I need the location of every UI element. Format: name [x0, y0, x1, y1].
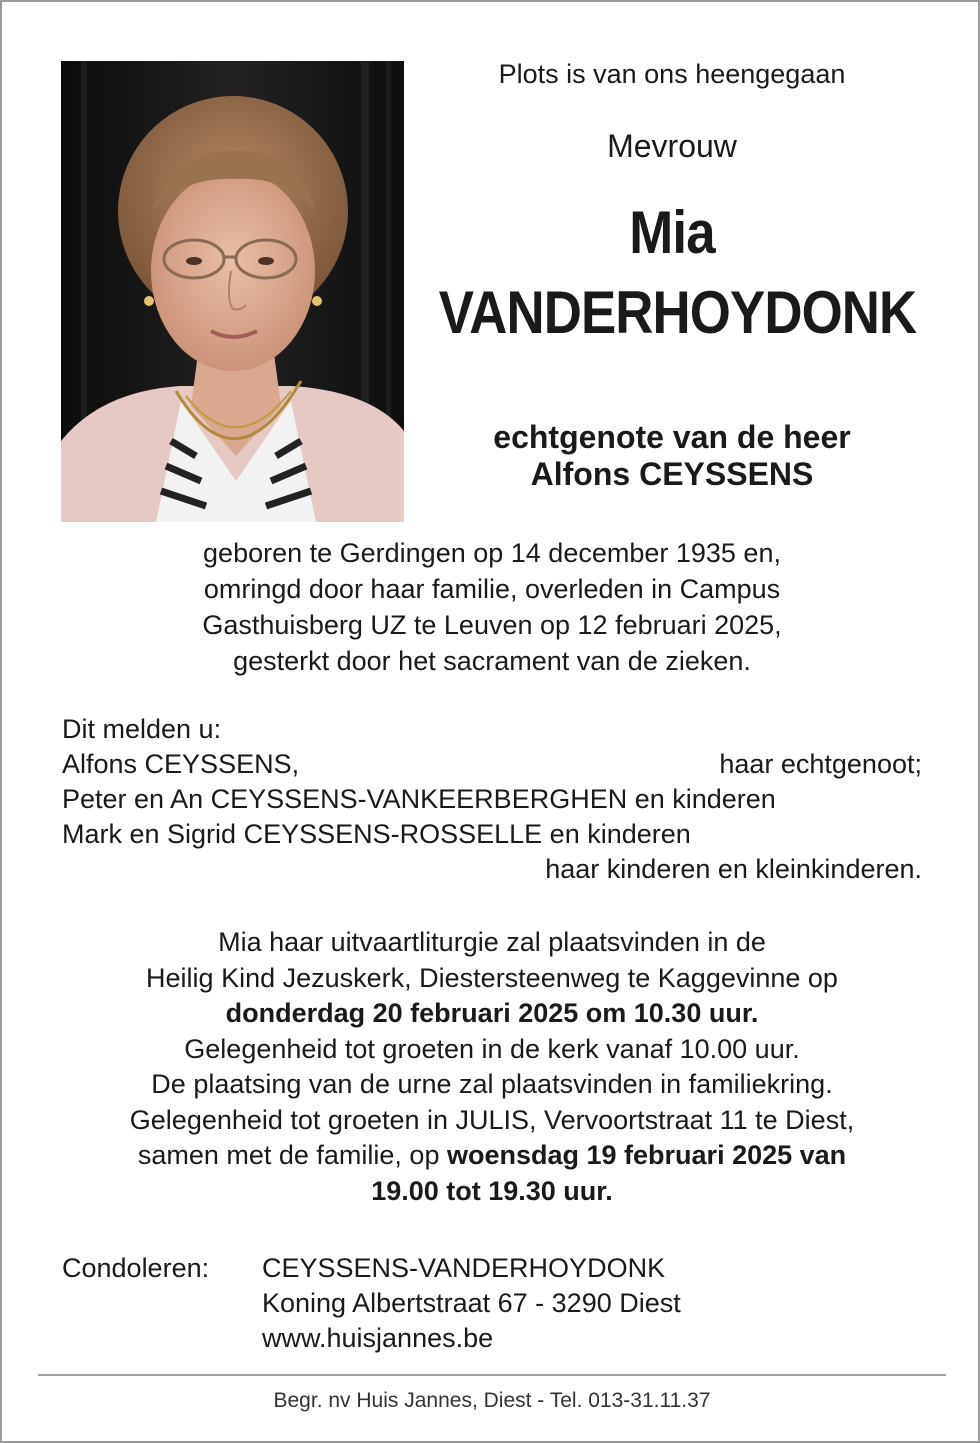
visitation-line: samen met de familie, op woensdag 19 februari 2025 van: [137, 1140, 847, 1170]
condolences-label: Condoleren:: [62, 1253, 210, 1283]
footer-divider: [38, 1374, 946, 1376]
condolences-website-link[interactable]: www.huisjannes.be: [262, 1323, 494, 1353]
condolences-name: CEYSSENS-VANDERHOYDONK: [262, 1253, 666, 1283]
deceased-first-name: Mia: [629, 199, 715, 266]
service-line: Heilig Kind Jezuskerk, Diestersteenweg te Kaggevinne op: [146, 962, 838, 993]
salutation: Mevrouw: [607, 128, 737, 164]
birth-line: geboren te Gerdingen op 14 december 1935 en,: [203, 538, 781, 568]
funeral-service-details: [62, 925, 922, 1209]
announcement-intro: Dit melden u:: [62, 714, 222, 744]
portrait-photo: [61, 61, 404, 522]
spouse-line-2: Alfons CEYSSENS: [530, 456, 814, 492]
announcement-block: [62, 712, 922, 887]
spouse-block: [422, 419, 922, 493]
deceased-last-name: VANDERHOYDONK: [438, 279, 917, 346]
family-line-2: Mark en Sigrid CEYSSENS-ROSSELLE en kinderen: [62, 819, 691, 849]
family-line-1: Peter en An CEYSSENS-VANKEERBERGHEN en kinderen: [62, 784, 776, 814]
spouse-name: Alfons CEYSSENS,: [62, 749, 300, 779]
service-date-bold: donderdag 20 februari 2025 om 10.30 uur.: [225, 998, 759, 1028]
service-line: Gelegenheid tot groeten in JULIS, Vervoortstraat 11 te Diest,: [129, 1104, 855, 1135]
service-line: De plaatsing van de urne zal plaatsvinden in familiekring.: [151, 1069, 833, 1099]
family-role: haar kinderen en kleinkinderen.: [545, 854, 922, 884]
funeral-home-footer: Begr. nv Huis Jannes, Diest - Tel. 013-31.11.37: [273, 1389, 711, 1412]
service-line: Mia haar uitvaartliturgie zal plaatsvinden in de: [218, 927, 766, 957]
intro-text: Plots is van ons heengegaan: [498, 59, 846, 89]
spouse-row: [62, 747, 922, 782]
birth-line: Gasthuisberg UZ te Leuven op 12 februari 2025,: [202, 610, 782, 640]
service-line: Gelegenheid tot groeten in de kerk vanaf 10.00 uur.: [184, 1033, 800, 1064]
condolences-address: [262, 1251, 862, 1356]
spouse-role: haar echtgenoot;: [719, 749, 922, 779]
birth-line: omringd door haar familie, overleden in Campus: [203, 574, 781, 604]
spouse-line-1: echtgenote van de heer: [493, 419, 851, 455]
birth-line: gesterkt door het sacrament van de zieken.: [233, 646, 751, 676]
visitation-time-bold: 19.00 tot 19.30 uur.: [371, 1175, 613, 1206]
condolences-street: Koning Albertstraat 67 - 3290 Diest: [262, 1288, 681, 1318]
birth-death-details: [62, 535, 922, 679]
